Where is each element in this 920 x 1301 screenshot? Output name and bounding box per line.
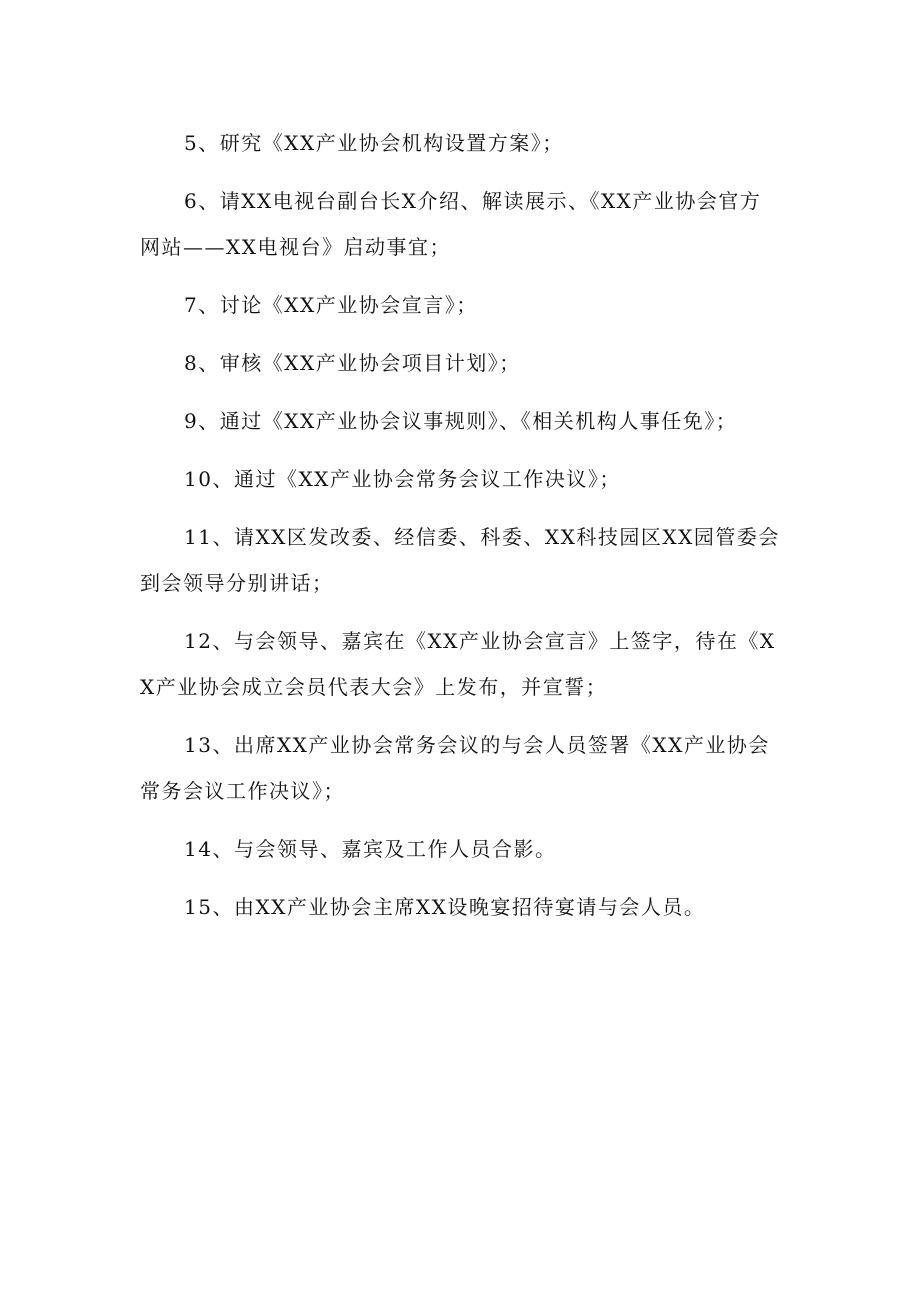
agenda-item-13: 13、出席XX产业协会常务会议的与会人员签署《XX产业协会常务会议工作决议》； [140, 733, 770, 803]
agenda-list [140, 120, 780, 942]
agenda-item-9: 9、通过《XX产业协会议事规则》、《相关机构人事任免》； [184, 409, 738, 433]
agenda-item-12: 12、与会领导、嘉宾在《XX产业协会宣言》上签字，待在《XX产业协会成立会员代表大会》上发布，并宣誓； [140, 629, 776, 699]
agenda-item-14: 14、与会领导、嘉宾及工作人员合影。 [184, 837, 557, 861]
agenda-item-5: 5、研究《XX产业协会机构设置方案》； [184, 131, 564, 155]
agenda-item-7: 7、讨论《XX产业协会宣言》； [184, 293, 478, 317]
agenda-item-15: 15、由XX产业协会主席XX设晚宴招待宴请与会人员。 [184, 895, 706, 919]
agenda-item-8: 8、审核《XX产业协会项目计划》； [184, 351, 521, 375]
agenda-item-6: 6、请XX电视台副台长X介绍、解读展示、《XX产业协会官方网站——XX电视台》启动事宜； [140, 189, 762, 259]
agenda-item-11: 11、请XX区发改委、经信委、科委、XX科技园区XX园管委会到会领导分别讲话； [140, 525, 780, 595]
agenda-item-10: 10、通过《XX产业协会常务会议工作决议》； [184, 467, 621, 491]
